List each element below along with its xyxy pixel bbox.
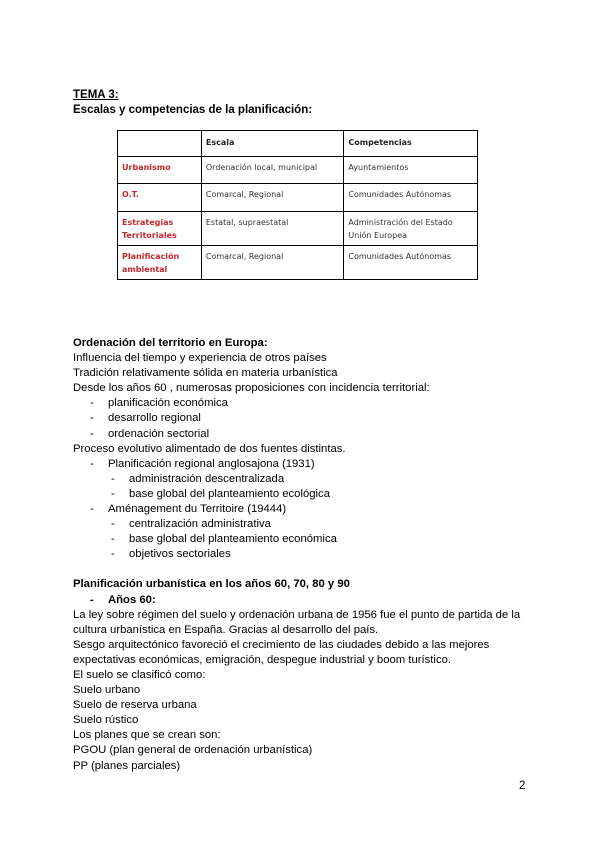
paragraph-line: Suelo urbano: [73, 684, 141, 697]
row-label: O.T.: [118, 184, 202, 212]
paragraph-line: Tradición relativamente sólida en materia urbanística: [73, 367, 338, 380]
page-number: 2: [519, 780, 526, 792]
urbanistica-title: Planificación urbanística en los años 60, 70, 80 y 90: [73, 578, 350, 591]
table-header-cell: [118, 131, 202, 157]
paragraph-line: El suelo se clasificó como:: [73, 668, 206, 681]
europa-title: Ordenación del territorio en Europa:: [73, 337, 268, 349]
competencias-cell: Ayuntamientos: [344, 157, 478, 184]
competencias-cell: Comunidades Autónomas: [344, 246, 478, 280]
paragraph-line: Desde los años 60 , numerosas proposiciones con incidencia territorial:: [73, 382, 430, 395]
escala-cell: Comarcal, Regional: [201, 246, 343, 280]
paragraph-line: Influencia del tiempo y experiencia de otros países: [73, 352, 327, 365]
list-item: - desarrollo regional: [73, 411, 533, 426]
paragraph-line: Proceso evolutivo alimentado de dos fuentes distintas.: [73, 442, 346, 455]
document-body: [73, 336, 533, 774]
escala-cell: Estatal, supraestatal: [201, 212, 343, 246]
tema-title: TEMA 3:: [73, 89, 119, 101]
sub-list-item: - administración descentralizada: [73, 472, 533, 487]
sub-list-item: - base global del planteamiento económica: [73, 532, 533, 547]
table-row: [118, 184, 478, 212]
paragraph-line: PGOU (plan general de ordenación urbanística): [73, 744, 313, 757]
row-label: Urbanismo: [118, 157, 202, 184]
escala-cell: Ordenación local, municipal: [201, 157, 343, 184]
paragraph: La ley sobre régimen del suelo y ordenación urbana de 1956 fue el punto de partida de la cultura urbanística en España. Gracias al desarrollo del país.: [73, 608, 521, 636]
list-item: - planificación económica: [73, 396, 533, 411]
table-header-row: [118, 131, 478, 157]
sub-list-item: - centralización administrativa: [73, 517, 533, 532]
sub-list-item: - base global del planteamiento ecológica: [73, 487, 533, 502]
paragraph-line: Suelo rústico: [73, 714, 139, 727]
paragraph-line: Suelo de reserva urbana: [73, 699, 197, 712]
table-row: [118, 157, 478, 184]
list-item: - ordenación sectorial: [73, 427, 533, 442]
competencias-table: [117, 130, 478, 280]
row-label: Estrategias Territoriales: [118, 212, 202, 246]
list-item: - Planificación regional anglosajona (1931): [73, 457, 533, 472]
sub-list-item: - objetivos sectoriales: [73, 547, 533, 562]
row-label: Planificación ambiental: [118, 246, 202, 280]
table-row: [118, 212, 478, 246]
paragraph-line: Los planes que se crean son:: [73, 729, 221, 742]
competencias-cell: Administración del Estado Unión Europea: [344, 212, 478, 246]
list-item: - Aménagement du Territoire (19444): [73, 502, 533, 517]
paragraph: Sesgo arquitectónico favoreció el crecimiento de las ciudades debido a las mejores expectativas económicas, emigración, despegue industrial y boom turístico.: [73, 638, 490, 666]
competencias-cell: Comunidades Autónomas: [344, 184, 478, 212]
paragraph-line: PP (planes parciales): [73, 759, 181, 772]
list-item: - Años 60:: [73, 593, 533, 608]
escala-cell: Comarcal, Regional: [201, 184, 343, 212]
section-subtitle: Escalas y competencias de la planificación:: [73, 104, 313, 116]
table-header-cell: Escala: [201, 131, 343, 157]
spacer: [73, 562, 533, 577]
table-row: [118, 246, 478, 280]
table-header-cell: Competencias: [344, 131, 478, 157]
